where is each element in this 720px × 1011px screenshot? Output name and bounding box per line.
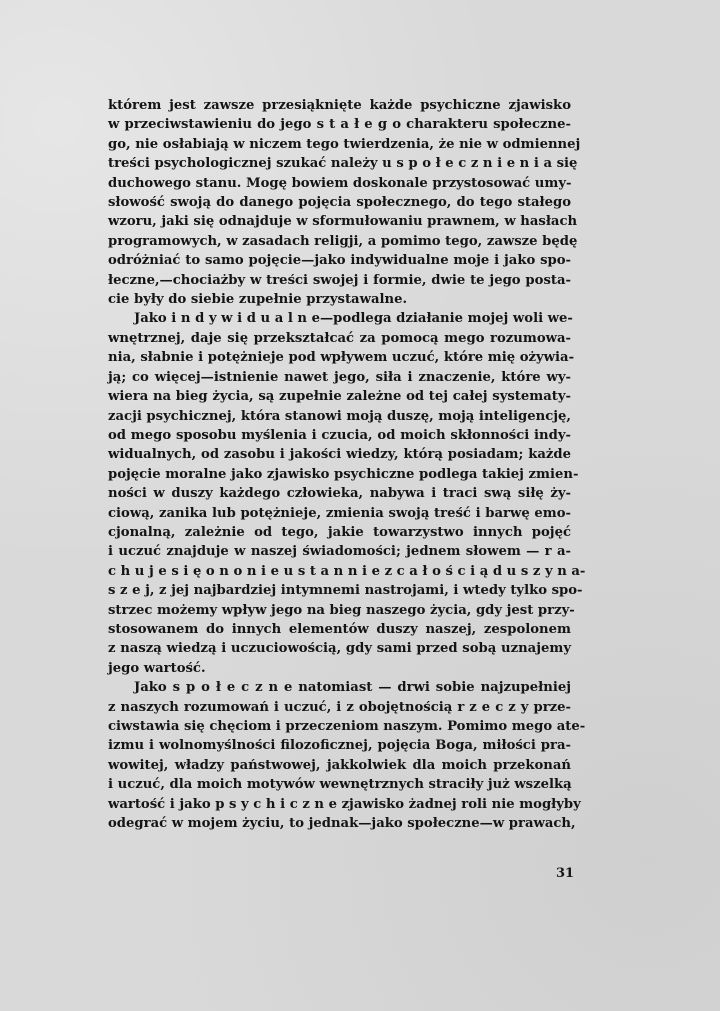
text-line: Jako s p o ł e c z n e natomiast — drwi sobie najzupełniej xyxy=(134,680,571,696)
text-line: i uczuć znajduje w naszej świadomości; jednem słowem — r a- xyxy=(108,544,571,560)
text-line: w przeciwstawieniu do jego s t a ł e g o charakteru społeczne- xyxy=(108,117,571,133)
text-line: i uczuć, dla moich motywów wewnętrznych straciły już wszelką xyxy=(108,777,572,793)
text-line: którem jest zawsze przesiąknięte każde psychiczne zjawisko xyxy=(108,98,571,113)
paragraph-3 xyxy=(108,678,586,833)
text-line: cjonalną, zależnie od tego, jakie towarzystwo innych pojęć xyxy=(108,524,571,540)
text-line: wowitej, władzy państwowej, jakkolwiek dla moich przekonań xyxy=(108,757,571,773)
paragraph-2 xyxy=(108,309,586,678)
text-line: zacji psychicznej, która stanowi moją duszę, moją inteligencję, xyxy=(108,408,572,424)
text-line: duchowego stanu. Mogę bowiem doskonale przystosować umy- xyxy=(108,175,572,191)
text-line: ności w duszy każdego człowieka, nabywa i traci swą siłę ży- xyxy=(108,486,571,502)
text-line: wiera na bieg życia, są zupełnie zależne od tej całej systematy- xyxy=(108,389,571,405)
text-line: stosowanem do innych elementów duszy naszej, zespolonem xyxy=(108,621,571,637)
text-line: wartość i jako p s y c h i c z n e zjawisko żadnej roli nie mogłyby xyxy=(108,796,581,812)
text-line: ją; co więcej—istnienie nawet jego, siła i znaczenie, które wy- xyxy=(108,369,571,385)
text-line: go, nie osłabiają w niczem tego twierdzenia, że nie w odmiennej xyxy=(108,136,581,152)
body-text xyxy=(108,96,586,833)
text-line: nia, słabnie i potężnieje pod wpływem uczuć, które mię ożywia- xyxy=(108,350,575,366)
text-line: jego wartość. xyxy=(108,660,206,676)
text-line: z naszą wiedzą i uczuciowością, gdy sami przed sobą uznajemy xyxy=(108,641,571,657)
text-line: odegrać w mojem życiu, to jednak—jako społeczne—w prawach, xyxy=(108,816,576,832)
text-line: s z e j, z jej najbardziej intymnemi nastrojami, i wtedy tylko spo- xyxy=(108,583,583,599)
text-line: ciową, zanika lub potężnieje, zmienia swoją treść i barwę emo- xyxy=(108,505,571,521)
page-number: 31 xyxy=(556,866,575,881)
text-line: c h u j e s i ę o n o n i e u s t a n n i e z c a ł o ś c i ą d u s z y n a- xyxy=(108,563,586,579)
text-line: widualnych, od zasobu i jakości wiedzy, którą posiadam; każde xyxy=(108,447,571,463)
text-line: izmu i wolnomyślności filozoficznej, pojęcia Boga, miłości pra- xyxy=(108,738,571,754)
text-line: treści psychologicznej szukać należy u s p o ł e c z n i e n i a się xyxy=(108,156,578,172)
text-line: od mego sposobu myślenia i czucia, od moich skłonności indy- xyxy=(108,427,571,443)
text-line: strzec możemy wpływ jego na bieg naszego życia, gdy jest przy- xyxy=(108,602,575,618)
text-line: pojęcie moralne jako zjawisko psychiczne podlega takiej zmien- xyxy=(108,466,579,482)
text-line: wnętrznej, daje się przekształcać za pomocą mego rozumowa- xyxy=(108,330,571,346)
text-line: Jako i n d y w i d u a l n e—podlega działanie mojej woli we- xyxy=(134,311,573,327)
text-line: cie były do siebie zupełnie przystawalne. xyxy=(108,292,408,308)
text-line: z naszych rozumowań i uczuć, i z obojętnością r z e c z y prze- xyxy=(108,699,571,715)
paragraph-1 xyxy=(108,96,581,309)
text-line: odróżniać to samo pojęcie—jako indywidualne moje i jako spo- xyxy=(108,253,571,269)
text-line: łeczne,—chociażby w treści swojej i formie, dwie te jego posta- xyxy=(108,272,571,288)
text-line: słowość swoją do danego pojęcia społecznego, do tego stałego xyxy=(108,195,571,211)
text-line: programowych, w zasadach religji, a pomimo tego, zawsze będę xyxy=(108,233,578,249)
text-line: ciwstawia się chęciom i przeczeniom naszym. Pomimo mego ate- xyxy=(108,719,586,734)
text-line: wzoru, jaki się odnajduje w sformułowaniu prawnem, w hasłach xyxy=(108,214,578,230)
